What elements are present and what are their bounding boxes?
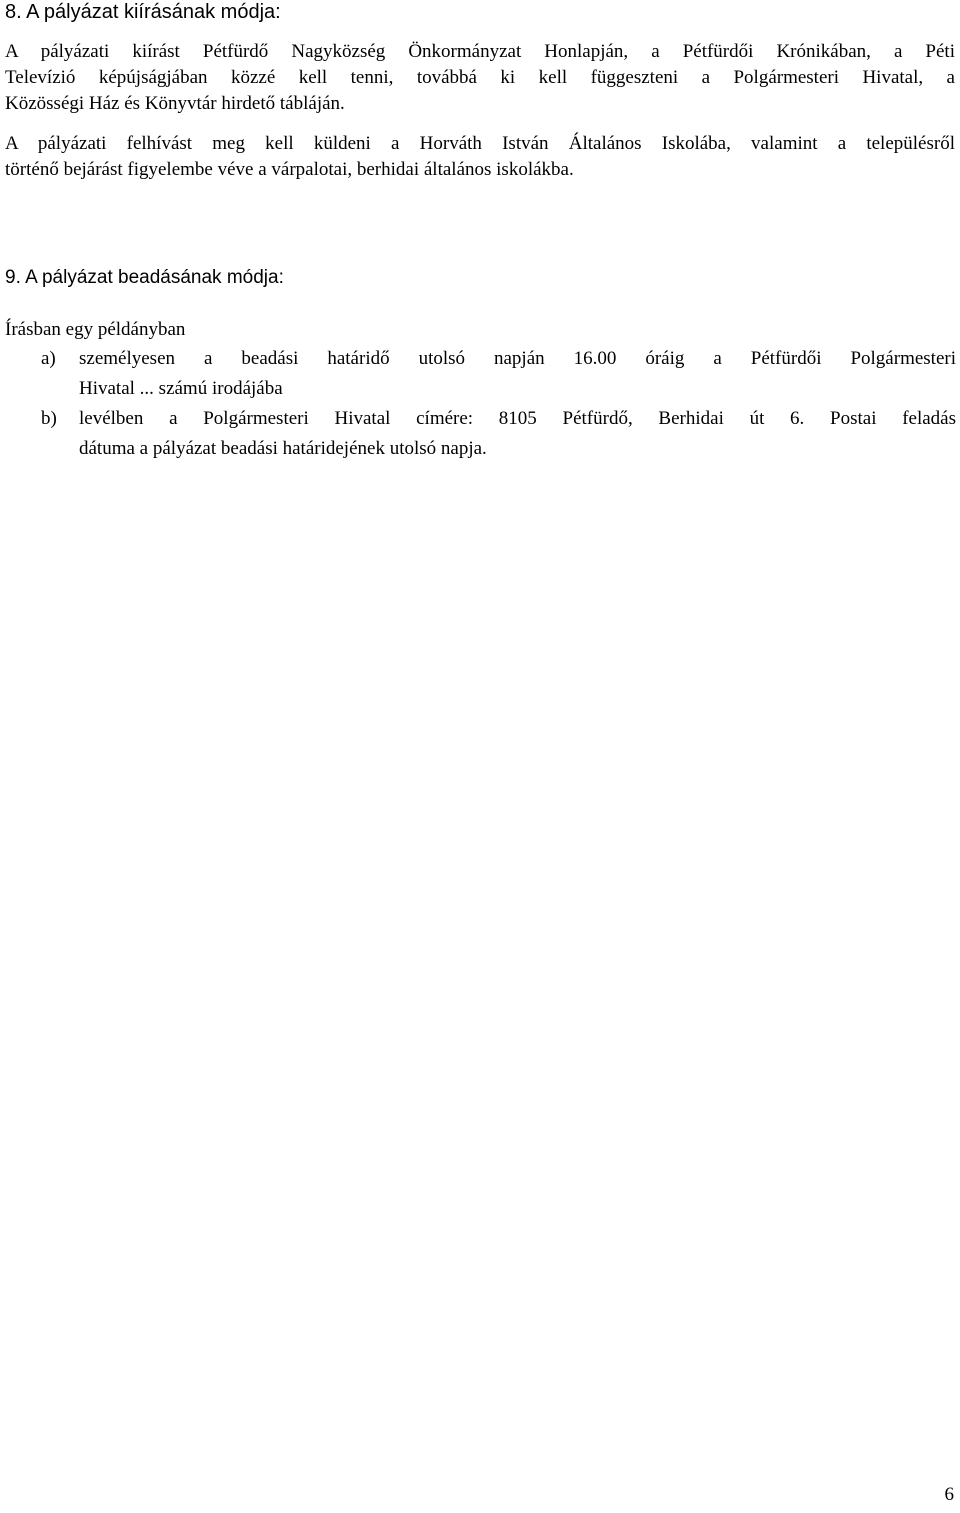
section-8-paragraph-1 — [5, 39, 955, 117]
submission-methods-list — [41, 344, 956, 464]
paragraph-line: történő bejárást figyelembe véve a várpalotai, berhidai általános iskolákba. — [5, 159, 574, 180]
list-item — [41, 344, 956, 404]
section-9-heading: 9. A pályázat beadásának módja: — [5, 267, 284, 288]
paragraph-line: Közösségi Ház és Könyvtár hirdető tábláján. — [5, 93, 345, 114]
section-8-heading: 8. A pályázat kiírásának módja: — [5, 1, 281, 23]
list-marker: b) — [41, 408, 57, 429]
paragraph-line: A pályázati felhívást meg kell küldeni a Horváth István Általános Iskolába, valamint a településről — [5, 133, 955, 154]
paragraph-line: Televízió képújságjában közzé kell tenni, továbbá ki kell függeszteni a Polgármesteri Hivatal, a — [5, 67, 955, 88]
list-item — [41, 404, 956, 464]
list-item-line: Hivatal ... számú irodájába — [79, 378, 283, 399]
list-item-line: levélben a Polgármesteri Hivatal címére: 8105 Pétfürdő, Berhidai út 6. Postai feladás — [79, 408, 956, 429]
list-item-line: személyesen a beadási határidő utolsó napján 16.00 óráig a Pétfürdői Polgármesteri — [79, 348, 956, 369]
page-number: 6 — [944, 1484, 954, 1505]
section-9-intro: Írásban egy példányban — [5, 319, 186, 340]
list-marker: a) — [41, 348, 56, 369]
list-item-line: dátuma a pályázat beadási határidejének utolsó napja. — [79, 438, 487, 459]
section-8-paragraph-2 — [5, 131, 955, 183]
paragraph-line: A pályázati kiírást Pétfürdő Nagyközség Önkormányzat Honlapján, a Pétfürdői Krónikában, a Péti — [5, 41, 955, 62]
